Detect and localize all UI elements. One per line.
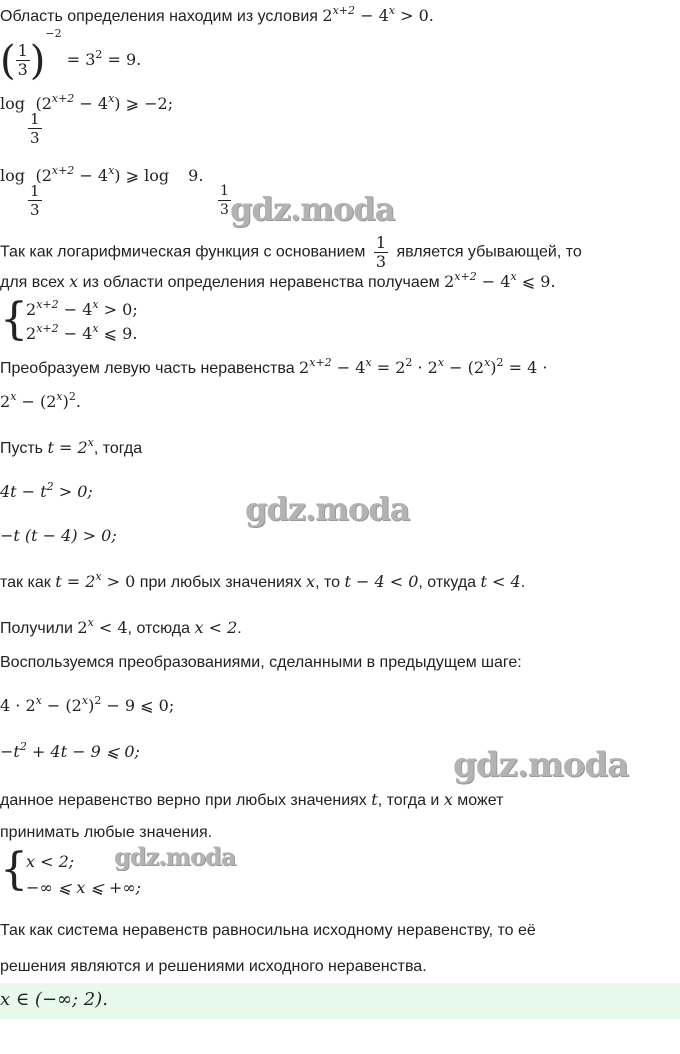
system-brace-1: {: [0, 294, 28, 345]
log-inequality-1: $\log (2^{x+2} - 4^x)$ ⩾ −2;: [0, 92, 174, 113]
log-inequality-2: $\log (2^{x+2} - 4^x)$ ⩾ log 9.: [0, 164, 204, 185]
watermark: gdz.moda: [245, 490, 410, 528]
system-brace-2: {: [0, 844, 28, 895]
use-previous-line: Воспользуемся преобразованиями, сделанными в предыдущем шаге:: [0, 654, 522, 671]
text: Область определения находим из условия: [0, 8, 323, 25]
system1-line1: $2^{x+2} - 4^x > 0$;: [26, 298, 138, 319]
log-base-3: $\frac{1}{3}$: [220, 183, 229, 218]
result-line: Получили $2^x < 4$, отсюда x < 2.: [0, 616, 242, 637]
system2-line1: x < 2;: [26, 852, 75, 871]
since-line: так как $t = 2^x > 0$ при любых значениях x, то t − 4 < 0, откуда t < 4.: [0, 570, 526, 591]
system2-line2: −∞ ⩽ x ⩽ +∞;: [26, 878, 142, 897]
watermark: gdz.moda: [230, 190, 395, 228]
factored-line: −t (t − 4) > 0;: [0, 526, 117, 545]
equivalence-line: Так как система неравенств равносильна исходному неравенству, то её: [0, 922, 536, 939]
inequality-line: $4 \cdot 2^x - (2^x)^2 - 9$ ⩽ 0;: [0, 694, 175, 715]
log-base-1: $\frac{1}{3}$: [30, 110, 40, 147]
solutions-line: решения являются и решениями исходного неравенства.: [0, 958, 427, 975]
watermark: gdz.moda: [453, 745, 629, 785]
substitution-line: Пусть $t = 2^x$, тогда: [0, 436, 143, 457]
answer-box: [0, 983, 680, 1019]
transform-line-cont: $2^x - (2^x)^2$.: [0, 390, 81, 411]
quadratic-t-line: $-t^2 + 4t - 9$ ⩽ 0;: [0, 740, 140, 761]
quadratic-line: $4t - t^2 > 0$;: [0, 480, 93, 501]
answer-text: x ∈ (−∞; 2).: [0, 989, 108, 1010]
any-values-line: принимать любые значения.: [0, 824, 213, 841]
watermark: gdz.moda: [114, 842, 236, 871]
decreasing-line: Так как логарифмическая функция с основанием $\frac{1}{3}$ является убывающей, то: [0, 233, 582, 271]
transform-line: Преобразуем левую часть неравенства $2^{x+2} - 4^x = 2^2 \cdot 2^x - (2^x)^2 = 4$ ·: [0, 356, 548, 377]
all-x-line: для всех x из области определения неравенства получаем $2^{x+2} - 4^x$ ⩽ 9.: [0, 270, 556, 291]
fraction-power-line: ( $\frac{1}{3}$ )$^{-2} = 3^2 = 9$.: [0, 27, 142, 84]
system1-line2: $2^{x+2} - 4^x$ ⩽ 9.: [26, 322, 138, 343]
log-base-2: $\frac{1}{3}$: [30, 182, 40, 219]
condition-line: Область определения находим из условия $2^{x+2} - 4^x > 0$.: [0, 4, 434, 25]
always-true-line: данное неравенство верно при любых значениях t, тогда и x может: [0, 790, 504, 809]
